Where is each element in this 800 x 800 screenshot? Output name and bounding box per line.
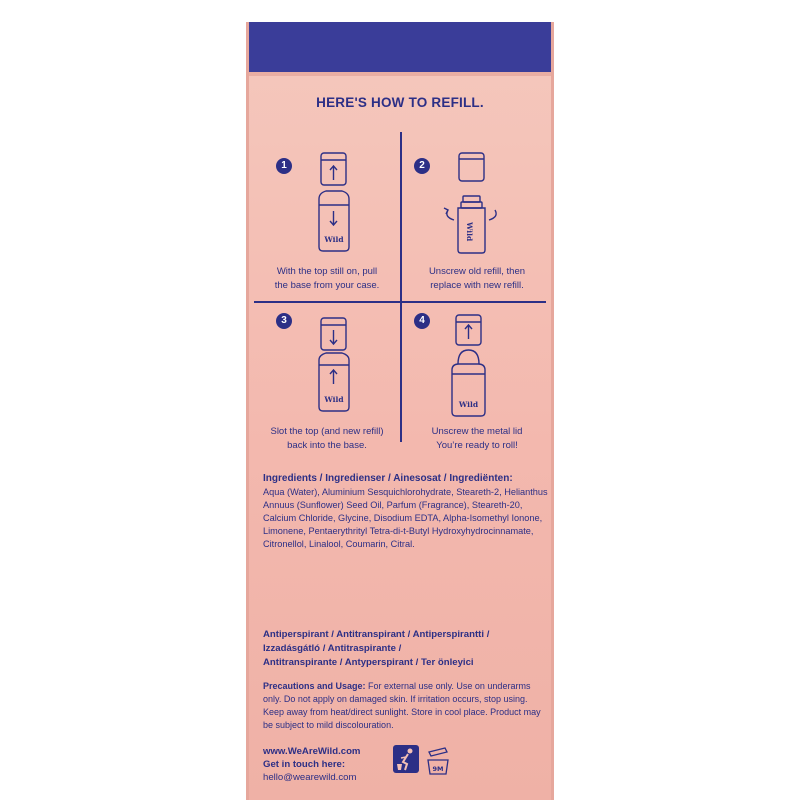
step-3-deodorant-icon	[304, 315, 364, 415]
step-3-caption	[252, 425, 402, 453]
tidyman-icon	[392, 744, 420, 774]
ingredients-heading: Ingredients / Ingredienser / Ainesosat / Ingrediënten:	[263, 473, 513, 484]
step-2-number: 2	[414, 158, 430, 174]
antiperspirant-line2: Izzadásgátló / Antitraspirante /	[263, 643, 402, 654]
step-4-caption-line1: Unscrew the metal lid	[431, 426, 523, 437]
step-2-deodorant-icon	[434, 150, 509, 255]
step-1-deodorant-icon	[304, 150, 364, 255]
svg-text:Wild: Wild	[458, 400, 479, 409]
box-lid	[249, 22, 551, 72]
step-2-caption	[402, 265, 551, 293]
precautions-text: For external use only. Use on underarms only. Do not apply on damaged skin. If irritation occurs, stop using. Keep away from heat/direct sunlight. Store in cool place. Product may be subject to mild discolouration.	[263, 681, 541, 730]
step-3-caption-line1: Slot the top (and new refill)	[270, 426, 384, 437]
antiperspirant-line1: Antiperspirant / Antitranspirant / Antiperspirantti /	[263, 629, 490, 640]
lid-shadow	[249, 72, 551, 76]
step-4-caption	[402, 425, 551, 453]
email-link[interactable]: hello@wearewild.com	[263, 772, 357, 783]
precautions-heading: Precautions and Usage:	[263, 681, 366, 691]
svg-text:Wild: Wild	[324, 235, 344, 244]
step-3-caption-line2: back into the base.	[287, 440, 367, 451]
antiperspirant-line3: Antitranspirante / Antyperspirant / Ter önleyici	[263, 657, 474, 668]
contact-heading: Get in touch here:	[263, 759, 346, 770]
step-2-caption-line2: replace with new refill.	[430, 280, 524, 291]
open-jar-icon	[425, 746, 451, 776]
product-box	[249, 22, 551, 800]
refill-title: HERE'S HOW TO REFILL.	[316, 95, 484, 110]
step-1-caption-line1: With the top still on, pull	[276, 266, 378, 277]
pao-label: 9M	[432, 765, 444, 773]
step-1-caption-line2: the base from your case.	[274, 280, 380, 291]
box-right-edge	[551, 22, 554, 800]
step-4-number: 4	[414, 313, 430, 329]
svg-text:Wild: Wild	[324, 395, 344, 404]
ingredients-list: Aqua (Water), Aluminium Sesquichlorohydrate, Steareth-2, Helianthus Annuus (Sunflower) Seed Oil, Parfum (Fragrance), Steareth-20, Calcium Chloride, Glycine, Disodium EDTA, Alpha-Isomethyl Ionone, Limonene, Pentaerythrityl Tetra-di-t-Butyl Hydroxyhydrocinnamate, Citronellol, Linalool, Coumarin, Citral.	[263, 487, 548, 549]
step-3-number: 3	[276, 313, 292, 329]
website-link[interactable]: www.WeAreWild.com	[263, 746, 361, 757]
step-1-number: 1	[276, 158, 292, 174]
step-4-caption-line2: You’re ready to roll!	[436, 440, 518, 451]
svg-text:Wild: Wild	[465, 222, 474, 242]
step-4-deodorant-icon	[439, 312, 499, 417]
precautions-block	[263, 680, 549, 732]
antiperspirant-translations	[263, 628, 548, 670]
step-2-caption-line1: Unscrew old refill, then	[428, 266, 526, 277]
step-1-caption	[252, 265, 402, 293]
grid-horizontal-divider	[254, 301, 546, 303]
